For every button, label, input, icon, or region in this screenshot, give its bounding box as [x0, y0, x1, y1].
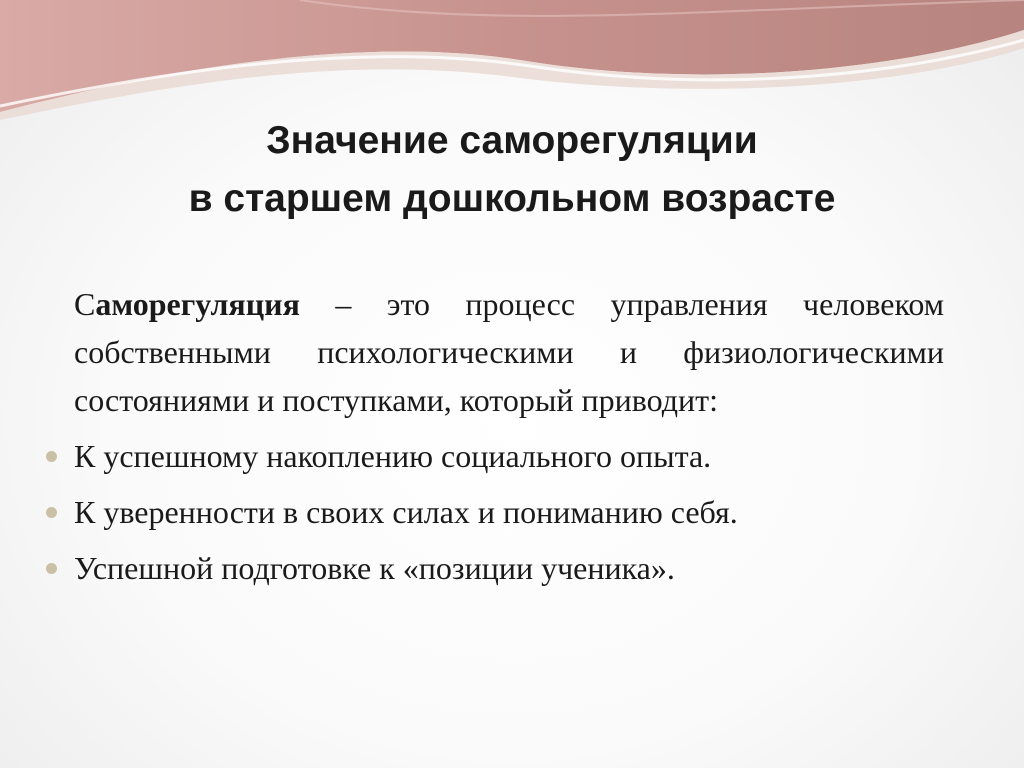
decorative-header-wave: [0, 0, 1024, 120]
title-line-2: в старшем дошкольном возрасте: [188, 177, 836, 220]
bullet-icon: [46, 507, 57, 518]
list-item: [74, 432, 944, 480]
list-item-text: К успешному накоплению социального опыта.: [74, 438, 712, 474]
list-item: [74, 488, 944, 536]
bullet-icon: [46, 451, 57, 462]
list-item-text: Успешной подготовке к «позиции ученика».: [74, 550, 675, 586]
bullet-list: [74, 432, 944, 592]
definition-text: – это процесс управления человеком собственными психологическими и физиологическими состояниями и поступками, который приводит:: [74, 286, 944, 418]
bullet-icon: [46, 563, 57, 574]
definition-paragraph: [74, 280, 944, 424]
list-item: [74, 544, 944, 592]
slide-content: [74, 280, 944, 592]
definition-first-letter: С: [74, 286, 96, 322]
title-line-1: Значение саморегуляции: [266, 119, 758, 162]
list-item-text: К уверенности в своих силах и пониманию себя.: [74, 494, 738, 530]
definition-term: аморегуляция: [95, 286, 300, 322]
page-title: [0, 112, 1024, 228]
